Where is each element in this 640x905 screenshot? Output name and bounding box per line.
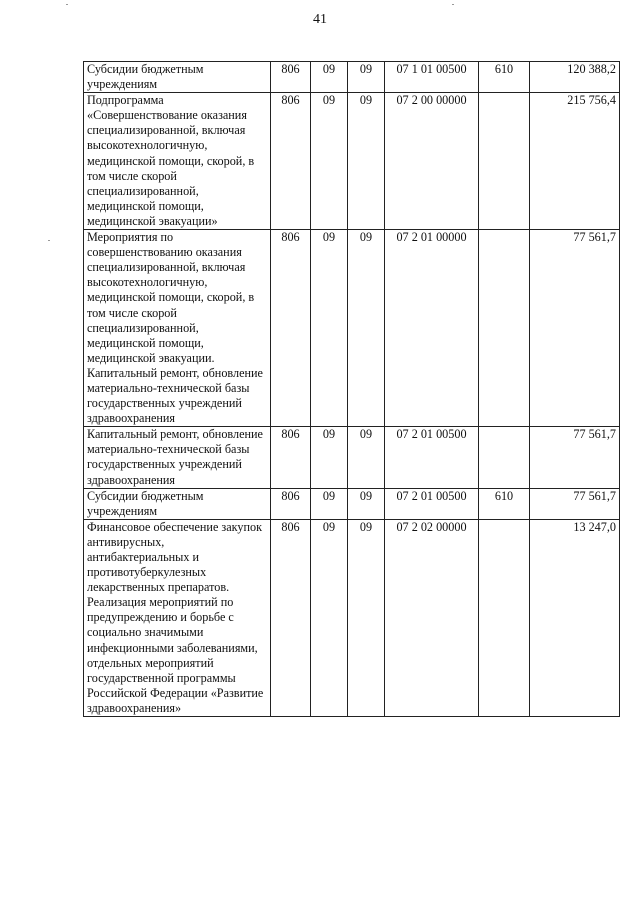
subsection-cell: 09	[348, 93, 385, 230]
budget-table	[83, 61, 620, 717]
page-number: 41	[313, 12, 327, 27]
grbs-cell: 806	[271, 230, 311, 427]
section-cell: 09	[311, 62, 348, 93]
expense-type-cell: 610	[479, 62, 530, 93]
target-article-cell: 07 2 00 00000	[385, 93, 479, 230]
amount-cell: 215 756,4	[530, 93, 620, 230]
grbs-cell: 806	[271, 519, 311, 716]
section-cell: 09	[311, 93, 348, 230]
grbs-cell: 806	[271, 93, 311, 230]
expense-type-cell	[479, 519, 530, 716]
subsection-cell: 09	[348, 62, 385, 93]
target-article-cell: 07 1 01 00500	[385, 62, 479, 93]
target-article-cell: 07 2 01 00500	[385, 488, 479, 519]
expense-type-cell: 610	[479, 488, 530, 519]
expense-type-cell	[479, 427, 530, 488]
subsection-cell: 09	[348, 519, 385, 716]
table-row	[84, 519, 620, 716]
amount-cell: 77 561,7	[530, 230, 620, 427]
grbs-cell: 806	[271, 488, 311, 519]
section-cell: 09	[311, 230, 348, 427]
table-row	[84, 62, 620, 93]
row-name-cell: Мероприятия по совершенствованию оказания специализированной, включая высокотехнологичную, медицинской помощи, скорой, в том числе скорой специализированной, медицинской помощи, медицинской эвакуации. Капитальный ремонт, обновление материально-технической базы государственных учреждений здравоохранения	[84, 230, 271, 427]
subsection-cell: 09	[348, 488, 385, 519]
grbs-cell: 806	[271, 62, 311, 93]
row-name-cell: Подпрограмма «Совершенствование оказания специализированной, включая высокотехнологичную, медицинской помощи, скорой, в том числе скорой специализированной, медицинской помощи, медицинской эвакуации»	[84, 93, 271, 230]
table-row	[84, 230, 620, 427]
scan-speck	[66, 4, 68, 5]
amount-cell: 77 561,7	[530, 488, 620, 519]
scan-speck	[452, 4, 454, 5]
expense-type-cell	[479, 93, 530, 230]
scan-speck	[48, 240, 50, 241]
target-article-cell: 07 2 01 00500	[385, 427, 479, 488]
section-cell: 09	[311, 519, 348, 716]
amount-cell: 77 561,7	[530, 427, 620, 488]
amount-cell: 13 247,0	[530, 519, 620, 716]
table-row	[84, 427, 620, 488]
table-row	[84, 488, 620, 519]
amount-cell: 120 388,2	[530, 62, 620, 93]
row-name-cell: Субсидии бюджетным учреждениям	[84, 62, 271, 93]
subsection-cell: 09	[348, 427, 385, 488]
target-article-cell: 07 2 02 00000	[385, 519, 479, 716]
section-cell: 09	[311, 488, 348, 519]
table-row	[84, 93, 620, 230]
row-name-cell: Капитальный ремонт, обновление материально-технической базы государственных учреждений здравоохранения	[84, 427, 271, 488]
expense-type-cell	[479, 230, 530, 427]
row-name-cell: Финансовое обеспечение закупок антивирусных, антибактериальных и противотуберкулезных лекарственных препаратов. Реализация мероприятий по предупреждению и борьбе с социально значимыми инфекционными заболеваниями, отдельных мероприятий государственной программы Российской Федерации «Развитие здравоохранения»	[84, 519, 271, 716]
row-name-cell: Субсидии бюджетным учреждениям	[84, 488, 271, 519]
grbs-cell: 806	[271, 427, 311, 488]
section-cell: 09	[311, 427, 348, 488]
target-article-cell: 07 2 01 00000	[385, 230, 479, 427]
subsection-cell: 09	[348, 230, 385, 427]
